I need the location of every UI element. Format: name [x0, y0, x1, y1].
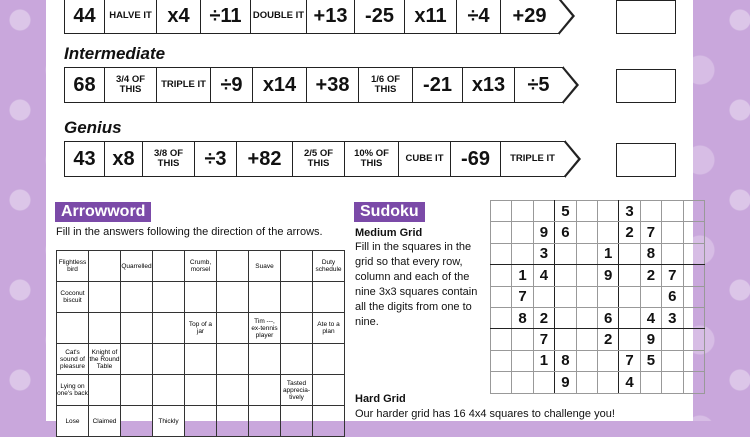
chain-step: -25 — [355, 0, 405, 34]
clue-cell: Coconut biscuit — [57, 282, 89, 313]
sudoku-cell[interactable] — [512, 329, 533, 350]
chain-step: x13 — [463, 67, 515, 103]
sudoku-cell: 1 — [533, 350, 554, 371]
sudoku-cell[interactable] — [491, 329, 512, 350]
answer-cell[interactable] — [153, 282, 185, 313]
sudoku-cell[interactable] — [683, 329, 704, 350]
answer-cell[interactable] — [153, 251, 185, 282]
answer-cell[interactable] — [153, 375, 185, 406]
chain-step: x14 — [253, 67, 307, 103]
answer-cell[interactable] — [153, 344, 185, 375]
answer-cell[interactable] — [121, 344, 153, 375]
sudoku-cell: 6 — [662, 286, 683, 307]
chain-step: +82 — [237, 141, 293, 177]
answer-box-easy[interactable] — [616, 0, 676, 34]
sudoku-cell[interactable] — [555, 265, 576, 286]
sudoku-cell[interactable] — [662, 350, 683, 371]
answer-cell[interactable] — [185, 406, 217, 437]
sudoku-cell[interactable] — [576, 307, 597, 328]
sudoku-cell[interactable] — [576, 265, 597, 286]
sudoku-cell[interactable] — [683, 350, 704, 371]
clue-cell: Flightless bird — [57, 251, 89, 282]
answer-cell[interactable] — [217, 375, 249, 406]
answer-cell[interactable] — [313, 282, 345, 313]
chain-step: ÷4 — [457, 0, 501, 34]
hard-grid-instructions: Our harder grid has 16 4x4 squares to challenge you! — [355, 408, 615, 420]
sudoku-cell: 7 — [533, 329, 554, 350]
sudoku-cell[interactable] — [576, 201, 597, 222]
sudoku-cell: 1 — [597, 243, 618, 264]
sudoku-cell[interactable] — [619, 243, 640, 264]
sudoku-cell[interactable] — [683, 222, 704, 243]
chain-step: x8 — [105, 141, 143, 177]
answer-cell[interactable] — [281, 251, 313, 282]
sudoku-cell[interactable] — [512, 201, 533, 222]
clue-cell: Suave — [249, 251, 281, 282]
answer-cell[interactable] — [217, 344, 249, 375]
sudoku-cell[interactable] — [555, 329, 576, 350]
sudoku-cell: 7 — [662, 265, 683, 286]
answer-cell[interactable] — [281, 313, 313, 344]
sudoku-cell: 5 — [640, 350, 661, 371]
answer-cell[interactable] — [217, 406, 249, 437]
answer-box-intermediate[interactable] — [616, 69, 676, 103]
clue-cell: Claimed — [89, 406, 121, 437]
sudoku-cell[interactable] — [597, 350, 618, 371]
chain-step: +38 — [307, 67, 359, 103]
clue-cell: Crumb, morsel — [185, 251, 217, 282]
start-number: 44 — [64, 0, 105, 34]
sudoku-cell[interactable] — [512, 350, 533, 371]
sudoku-cell: 8 — [640, 243, 661, 264]
answer-cell[interactable] — [313, 344, 345, 375]
sudoku-cell[interactable] — [683, 307, 704, 328]
sudoku-cell[interactable] — [576, 350, 597, 371]
answer-cell[interactable] — [185, 375, 217, 406]
sudoku-cell[interactable] — [491, 286, 512, 307]
sudoku-cell[interactable] — [683, 201, 704, 222]
sudoku-cell: 9 — [640, 329, 661, 350]
sudoku-cell[interactable] — [597, 372, 618, 393]
sudoku-cell[interactable] — [576, 286, 597, 307]
chain-step: +29 — [501, 0, 559, 34]
sudoku-cell: 7 — [619, 350, 640, 371]
medium-grid-title: Medium Grid — [355, 227, 423, 239]
sudoku-cell[interactable] — [512, 243, 533, 264]
sudoku-header: Sudoku — [354, 202, 425, 222]
arrowword-grid — [56, 250, 345, 437]
answer-cell[interactable] — [121, 282, 153, 313]
answer-cell[interactable] — [121, 375, 153, 406]
answer-cell[interactable] — [153, 313, 185, 344]
clue-cell: Duty schedule — [313, 251, 345, 282]
sudoku-cell[interactable] — [683, 265, 704, 286]
sudoku-cell[interactable] — [576, 243, 597, 264]
sudoku-cell: 2 — [597, 329, 618, 350]
sudoku-cell: 7 — [512, 286, 533, 307]
sudoku-cell[interactable] — [533, 201, 554, 222]
sudoku-cell: 9 — [533, 222, 554, 243]
answer-cell[interactable] — [249, 344, 281, 375]
clue-cell: Thickly — [153, 406, 185, 437]
sudoku-cell: 3 — [619, 201, 640, 222]
sudoku-cell[interactable] — [576, 222, 597, 243]
sudoku-cell: 9 — [597, 265, 618, 286]
sudoku-cell: 2 — [533, 307, 554, 328]
clue-cell: Ate to a plan — [313, 313, 345, 344]
sudoku-cell[interactable] — [640, 286, 661, 307]
sudoku-cell[interactable] — [491, 243, 512, 264]
sudoku-cell[interactable] — [597, 201, 618, 222]
chain-step: x11 — [405, 0, 457, 34]
sudoku-cell: 2 — [640, 265, 661, 286]
answer-cell[interactable] — [121, 406, 153, 437]
answer-cell[interactable] — [89, 313, 121, 344]
sudoku-cell: 8 — [555, 350, 576, 371]
answer-cell[interactable] — [281, 406, 313, 437]
answer-cell[interactable] — [217, 313, 249, 344]
chain-step: ÷11 — [201, 0, 251, 34]
chain-step: -69 — [451, 141, 501, 177]
sudoku-cell[interactable] — [597, 222, 618, 243]
sudoku-cell[interactable] — [491, 265, 512, 286]
answer-cell[interactable] — [89, 375, 121, 406]
sudoku-cell: 2 — [619, 222, 640, 243]
sudoku-cell: 4 — [640, 307, 661, 328]
sudoku-cell[interactable] — [683, 286, 704, 307]
answer-cell[interactable] — [185, 344, 217, 375]
sudoku-cell[interactable] — [597, 286, 618, 307]
chain-step: TRIPLE IT — [157, 67, 211, 103]
clue-cell: Cat's sound of pleasure — [57, 344, 89, 375]
chain-step: 10% OF THIS — [345, 141, 399, 177]
sudoku-cell[interactable] — [662, 201, 683, 222]
answer-cell[interactable] — [89, 251, 121, 282]
answer-cell[interactable] — [217, 282, 249, 313]
sudoku-cell: 4 — [619, 372, 640, 393]
sudoku-cell: 6 — [597, 307, 618, 328]
sudoku-cell[interactable] — [533, 372, 554, 393]
answer-cell[interactable] — [313, 375, 345, 406]
level-label-genius: Genius — [64, 118, 122, 137]
clue-cell: Quarrelled — [121, 251, 153, 282]
arrowword-instructions: Fill in the answers following the direction of the arrows. — [56, 226, 323, 238]
sudoku-cell[interactable] — [491, 307, 512, 328]
chain-step: -21 — [413, 67, 463, 103]
sudoku-cell[interactable] — [512, 222, 533, 243]
sudoku-cell[interactable] — [555, 307, 576, 328]
sudoku-cell: 4 — [533, 265, 554, 286]
chain-step: 2/5 OF THIS — [293, 141, 345, 177]
answer-cell[interactable] — [281, 344, 313, 375]
sudoku-cell[interactable] — [619, 307, 640, 328]
sudoku-cell: 5 — [555, 201, 576, 222]
answer-cell[interactable] — [89, 282, 121, 313]
sudoku-cell[interactable] — [512, 372, 533, 393]
chain-step: 3/8 OF THIS — [143, 141, 195, 177]
answer-cell[interactable] — [185, 282, 217, 313]
start-number: 68 — [64, 67, 105, 103]
sudoku-cell: 7 — [640, 222, 661, 243]
sudoku-cell[interactable] — [662, 222, 683, 243]
sudoku-cell[interactable] — [619, 286, 640, 307]
sudoku-cell[interactable] — [662, 372, 683, 393]
chain-step: 1/6 OF THIS — [359, 67, 413, 103]
sudoku-cell: 9 — [555, 372, 576, 393]
hard-grid-title: Hard Grid — [355, 393, 406, 405]
sudoku-cell[interactable] — [619, 329, 640, 350]
sudoku-cell[interactable] — [576, 372, 597, 393]
clue-cell: Knight of the Round Table — [89, 344, 121, 375]
chain-arrowhead — [563, 66, 579, 104]
sudoku-cell[interactable] — [491, 201, 512, 222]
chain-step: DOUBLE IT — [251, 0, 307, 34]
sudoku-cell: 6 — [555, 222, 576, 243]
chain-step: TRIPLE IT — [501, 141, 565, 177]
sudoku-cell[interactable] — [683, 243, 704, 264]
sudoku-cell[interactable] — [491, 222, 512, 243]
chain-step: ÷3 — [195, 141, 237, 177]
chain-step: 3/4 OF THIS — [105, 67, 157, 103]
sudoku-cell[interactable] — [683, 372, 704, 393]
clue-cell: Tasted apprecia-tively — [281, 375, 313, 406]
sudoku-cell[interactable] — [640, 201, 661, 222]
medium-grid-instructions: Fill in the squares in the grid so that every row, column and each of the nine 3x3 squares contain all the digits from one to nine. — [355, 241, 478, 328]
level-label-intermediate: Intermediate — [64, 44, 166, 63]
sudoku-cell[interactable] — [491, 350, 512, 371]
answer-cell[interactable] — [57, 313, 89, 344]
sudoku-cell: 3 — [662, 307, 683, 328]
chain-arrowhead — [559, 0, 575, 35]
clue-cell: Lying on one's back — [57, 375, 89, 406]
answer-cell[interactable] — [121, 313, 153, 344]
chain-step: CUBE IT — [399, 141, 451, 177]
answer-cell[interactable] — [249, 282, 281, 313]
clue-cell: Tim ---, ex-tennis player — [249, 313, 281, 344]
answer-cell[interactable] — [217, 251, 249, 282]
sudoku-cell[interactable] — [555, 286, 576, 307]
sudoku-cell[interactable] — [576, 329, 597, 350]
answer-cell[interactable] — [249, 375, 281, 406]
sudoku-cell: 8 — [512, 307, 533, 328]
chain-step: ÷9 — [211, 67, 253, 103]
sudoku-cell[interactable] — [640, 372, 661, 393]
clue-cell: Lose — [57, 406, 89, 437]
sudoku-cell: 3 — [533, 243, 554, 264]
chain-step: ÷5 — [515, 67, 563, 103]
sudoku-grid — [490, 200, 705, 394]
chain-step: HALVE IT — [105, 0, 157, 34]
answer-cell[interactable] — [281, 282, 313, 313]
sudoku-cell[interactable] — [662, 243, 683, 264]
chain-step: +13 — [307, 0, 355, 34]
sudoku-cell[interactable] — [662, 329, 683, 350]
answer-box-genius[interactable] — [616, 143, 676, 177]
sudoku-cell: 1 — [512, 265, 533, 286]
sudoku-cell[interactable] — [619, 265, 640, 286]
sudoku-cell[interactable] — [491, 372, 512, 393]
clue-cell: Top of a jar — [185, 313, 217, 344]
chain-step: x4 — [157, 0, 201, 34]
start-number: 43 — [64, 141, 105, 177]
answer-cell[interactable] — [313, 406, 345, 437]
chain-arrowhead — [565, 140, 581, 178]
sudoku-cell[interactable] — [555, 243, 576, 264]
answer-cell[interactable] — [249, 406, 281, 437]
arrowword-header: Arrowword — [55, 202, 151, 222]
sudoku-cell[interactable] — [533, 286, 554, 307]
